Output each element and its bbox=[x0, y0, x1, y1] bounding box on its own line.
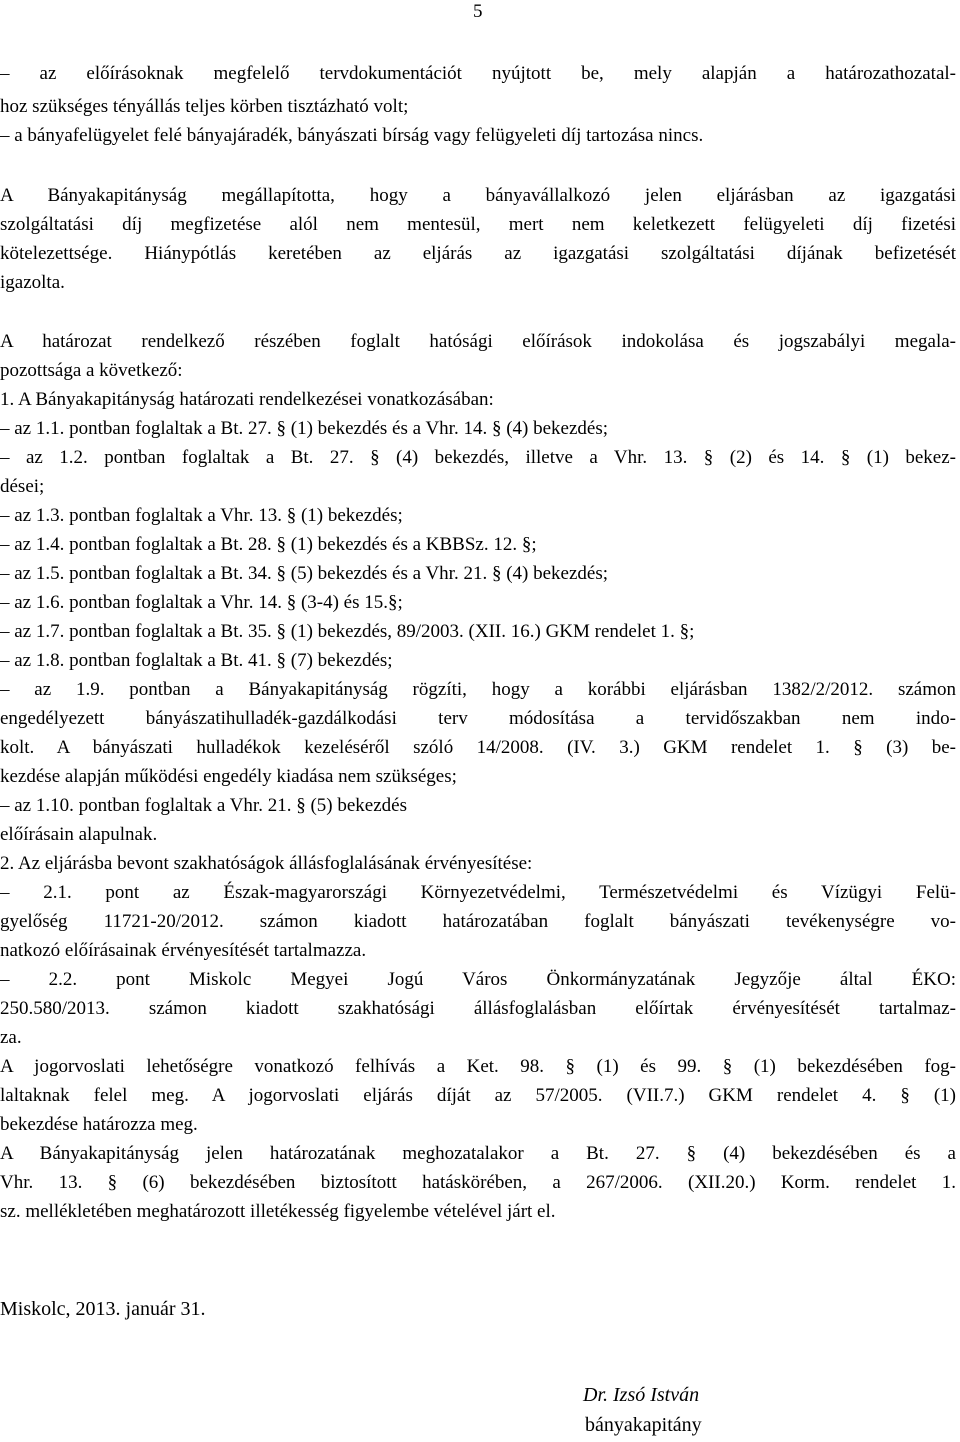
text-line: igazolta. bbox=[0, 272, 65, 293]
text-line: A Bányakapitányság megállapította, hogy a bányavállalkozó jelen eljárásban az igazgatási bbox=[0, 185, 956, 206]
text-line: za. bbox=[0, 1027, 22, 1048]
text-line: – az 1.10. pontban foglaltak a Vhr. 21. § (5) bekezdés bbox=[0, 795, 407, 816]
text-line: előírásain alapulnak. bbox=[0, 824, 158, 845]
text-line: – az 1.6. pontban foglaltak a Vhr. 14. § (3-4) és 15.§; bbox=[0, 592, 403, 613]
page-number: 5 bbox=[473, 1, 483, 22]
text-line: hoz szükséges tényállás teljes körben tisztázható volt; bbox=[0, 96, 409, 117]
text-line: dései; bbox=[0, 476, 45, 497]
text-line: – az 1.8. pontban foglaltak a Bt. 41. § (7) bekezdés; bbox=[0, 650, 393, 671]
text-line: 250.580/2013. számon kiadott szakhatósági állásfoglalásban előírtak érvényesítését tartalmaz- bbox=[0, 998, 956, 1019]
text-line: sz. mellékletében meghatározott illetékesség figyelembe vételével járt el. bbox=[0, 1201, 556, 1222]
text-line: – az 1.3. pontban foglaltak a Vhr. 13. § (1) bekezdés; bbox=[0, 505, 403, 526]
text-line: – a bányafelügyelet felé bányajáradék, bányászati bírság vagy felügyeleti díj tartozása nincs. bbox=[0, 125, 704, 146]
text-line: gyelőség 11721-20/2012. számon kiadott határozatában foglalt bányászati tevékenységre vo- bbox=[0, 911, 956, 932]
text-line: – az előírásoknak megfelelő tervdokumentációt nyújtott be, mely alapján a határozathozatal- bbox=[0, 63, 956, 84]
text-line: – az 1.1. pontban foglaltak a Bt. 27. § (1) bekezdés és a Vhr. 14. § (4) bekezdés; bbox=[0, 418, 608, 439]
text-line: laltaknak felel meg. A jogorvoslati eljárás díját az 57/2005. (VII.7.) GKM rendelet 4. § (1) bbox=[0, 1085, 956, 1106]
text-line: A Bányakapitányság jelen határozatának meghozatalakor a Bt. 27. § (4) bekezdésében és a bbox=[0, 1143, 956, 1164]
text-line: kolt. A bányászati hulladékok kezeléséről szóló 14/2008. (IV. 3.) GKM rendelet 1. § (3) be- bbox=[0, 737, 956, 758]
text-line: 2. Az eljárásba bevont szakhatóságok állásfoglalásának érvényesítése: bbox=[0, 853, 533, 874]
text-line: A határozat rendelkező részében foglalt hatósági előírások indokolása és jogszabályi megala- bbox=[0, 331, 956, 352]
text-line: natkozó előírásainak érvényesítését tartalmazza. bbox=[0, 940, 367, 961]
text-line: A jogorvoslati lehetőségre vonatkozó felhívás a Ket. 98. § (1) és 99. § (1) bekezdésében fog- bbox=[0, 1056, 956, 1077]
text-line: – az 1.9. pontban a Bányakapitányság rögzíti, hogy a korábbi eljárásban 1382/2/2012. számon bbox=[0, 679, 956, 700]
place-and-date: Miskolc, 2013. január 31. bbox=[0, 1298, 206, 1320]
text-line: – 2.2. pont Miskolc Megyei Jogú Város Önkormányzatának Jegyzője által ÉKO: bbox=[0, 969, 956, 990]
text-line: – az 1.7. pontban foglaltak a Bt. 35. § (1) bekezdés, 89/2003. (XII. 16.) GKM rendelet 1. §; bbox=[0, 621, 695, 642]
text-line: kötelezettsége. Hiánypótlás keretében az eljárás az igazgatási szolgáltatási díjának befizetését bbox=[0, 243, 956, 264]
text-line: – az 1.5. pontban foglaltak a Bt. 34. § (5) bekezdés és a Vhr. 21. § (4) bekezdés; bbox=[0, 563, 608, 584]
signatory-name: Dr. Izsó István bbox=[583, 1384, 700, 1406]
text-line: – az 1.2. pontban foglaltak a Bt. 27. § (4) bekezdés, illetve a Vhr. 13. § (2) és 14. § (1) bekez- bbox=[0, 447, 956, 468]
text-line: – 2.1. pont az Észak-magyarországi Környezetvédelmi, Természetvédelmi és Vízügyi Felü- bbox=[0, 882, 956, 903]
text-line: kezdése alapján működési engedély kiadása nem szükséges; bbox=[0, 766, 457, 787]
text-line: pozottsága a következő: bbox=[0, 360, 183, 381]
text-line: – az 1.4. pontban foglaltak a Bt. 28. § (1) bekezdés és a KBBSz. 12. §; bbox=[0, 534, 537, 555]
text-line: bekezdése határozza meg. bbox=[0, 1114, 198, 1135]
text-line: Vhr. 13. § (6) bekezdésében biztosított hatáskörében, a 267/2006. (XII.20.) Korm. rendelet 1. bbox=[0, 1172, 956, 1193]
signatory-title: bányakapitány bbox=[585, 1414, 702, 1436]
text-line: szolgáltatási díj megfizetése alól nem mentesül, mert nem keletkezett felügyeleti díj fizetési bbox=[0, 214, 956, 235]
text-line: engedélyezett bányászatihulladék-gazdálkodási terv módosítása a tervidőszakban nem indo- bbox=[0, 708, 956, 729]
text-line: 1. A Bányakapitányság határozati rendelkezései vonatkozásában: bbox=[0, 389, 494, 410]
